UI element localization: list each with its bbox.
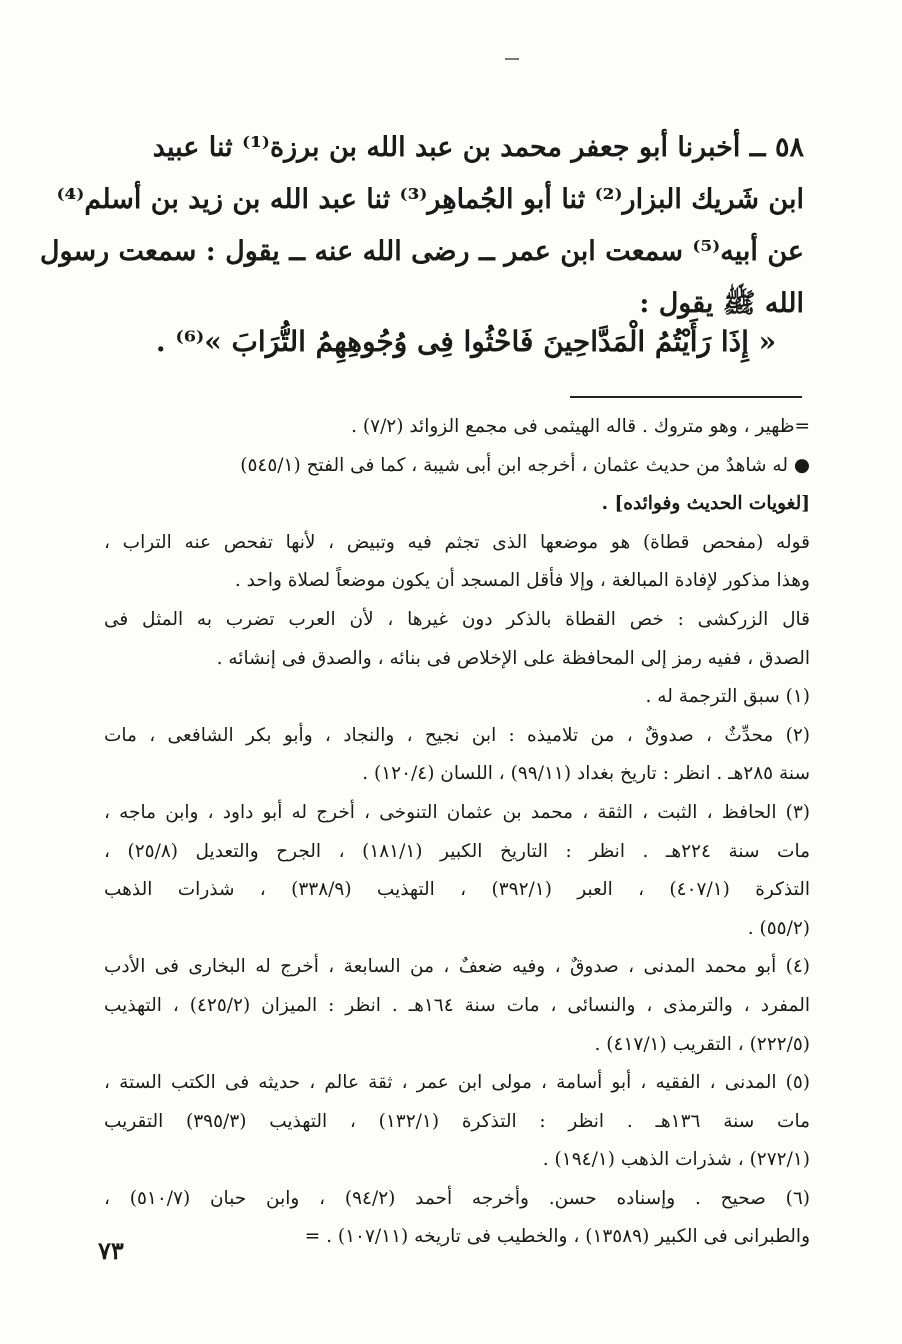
footnote-2: (٢) محدِّثٌ ، صدوقٌ ، من تلاميذه : ابن نجيح ، والنجاد ، وأبو بكر الشافعى ، مات [104, 724, 810, 746]
top-dash-mark [505, 58, 519, 60]
footnote-5: (٥) المدنى ، الفقيه ، أبو أسامة ، مولى ابن عمر ، ثقة عالم ، حديثه فى الكتب الستة ، [104, 1072, 810, 1094]
hadith-text [39, 122, 804, 330]
footnote-3: (٣) الحافظ ، الثبت ، الثقة ، محمد بن عثمان التنوخى ، أخرج له أبو داود ، وابن ماجه ، [104, 801, 810, 823]
section-heading: [لغويات الحديث وفوائده] . [601, 493, 810, 515]
note-line: ● له شاهدٌ من حديث عثمان ، أخرجه ابن أبى شيبة ، كما فى الفتح (٥٤٥/١) [240, 454, 810, 476]
footnote-separator [570, 396, 802, 398]
note-line: (٥٥/٢) . [747, 917, 810, 939]
hadith-line-2: ابن شَريك البزار⁽²⁾ ثنا أبو الجُماهِر⁽³⁾ ثنا عبد الله بن زيد بن أسلم⁽⁴⁾ [56, 184, 804, 215]
footnote-6: (٦) صحيح . وإسناده حسن. وأخرجه أحمد (٩٤/٢) ، وابن حبان (٥١٠/٧) ، [104, 1187, 810, 1209]
note-line: الصدق ، ففيه رمز إلى المحافظة على الإخلاص فى بنائه ، والصدق فى إنشائه . [216, 647, 810, 669]
hadith-line-1: ٥٨ ــ أخبرنا أبو جعفر محمد بن عبد الله بن برزة⁽¹⁾ ثنا عبيد [152, 132, 804, 163]
footnote-1: (١) سبق الترجمة له . [645, 686, 810, 708]
prophetic-quote: « إِذَا رَأَيْتُمُ الْمَدَّاحِينَ فَاحْثُوا فِى وُجُوهِهِمُ التُّرَابَ »⁽⁶⁾ . [155, 325, 777, 358]
hadith-line-4: الله ﷺ يقول : [639, 288, 804, 319]
note-line: وهذا مذكور لإفادة المبالغة ، وإلا فأقل المسجد أن يكون موضعاً لصلاة واحد . [234, 570, 810, 592]
note-line: مات سنة ١٣٦هـ . انظر : التذكرة (١٣٢/١) ، التهذيب (٣٩٥/٣) التقريب [104, 1110, 810, 1132]
note-line: (٢٧٢/١) ، شذرات الذهب (١٩٤/١) . [542, 1149, 810, 1171]
note-line: (٢٢٢/٥) ، التقريب (٤١٧/١) . [594, 1033, 810, 1055]
note-line: سنة ٢٨٥هـ . انظر : تاريخ بغداد (٩٩/١١) ، اللسان (١٢٠/٤) . [362, 763, 810, 785]
note-line: التذكرة (٤٠٧/١) ، العبر (٣٩٢/١) ، التهذيب (٣٣٨/٩) ، شذرات الذهب [104, 879, 810, 901]
page-number: ٧٣ [98, 1236, 124, 1265]
hadith-line-3: عن أبيه⁽⁵⁾ سمعت ابن عمر ــ رضى الله عنه ــ يقول : سمعت رسول [39, 236, 804, 267]
note-line: والطبرانى فى الكبير (١٣٥٨٩) ، والخطيب فى تاريخه (١٠٧/١١) . = [304, 1226, 810, 1248]
note-line: قوله (مفحص قطاة) هو موضعها الذى تجثم فيه وتبيض ، لأنها تفحص عنه التراب ، [104, 531, 810, 553]
note-line: المفرد ، والترمذى ، والنسائى ، مات سنة ١٦٤هـ . انظر : الميزان (٤٢٥/٢) ، التهذيب [104, 994, 810, 1016]
note-line: قال الزركشى : خص القطاة بالذكر دون غيرها ، لأن العرب تضرب به المثل فى [104, 608, 810, 630]
note-line: =ظهير ، وهو متروك . قاله الهيثمى فى مجمع الزوائد (٧/٢) . [351, 416, 810, 437]
footnotes [104, 408, 810, 1257]
footnote-4: (٤) أبو محمد المدنى ، صدوقٌ ، وفيه ضعفٌ ، من السابعة ، أخرج له البخارى فى الأدب [104, 956, 810, 978]
note-line: مات سنة ٢٢٤هـ . انظر : التاريخ الكبير (١٨١/١) ، الجرح والتعديل (٢٥/٨) ، [104, 840, 810, 862]
